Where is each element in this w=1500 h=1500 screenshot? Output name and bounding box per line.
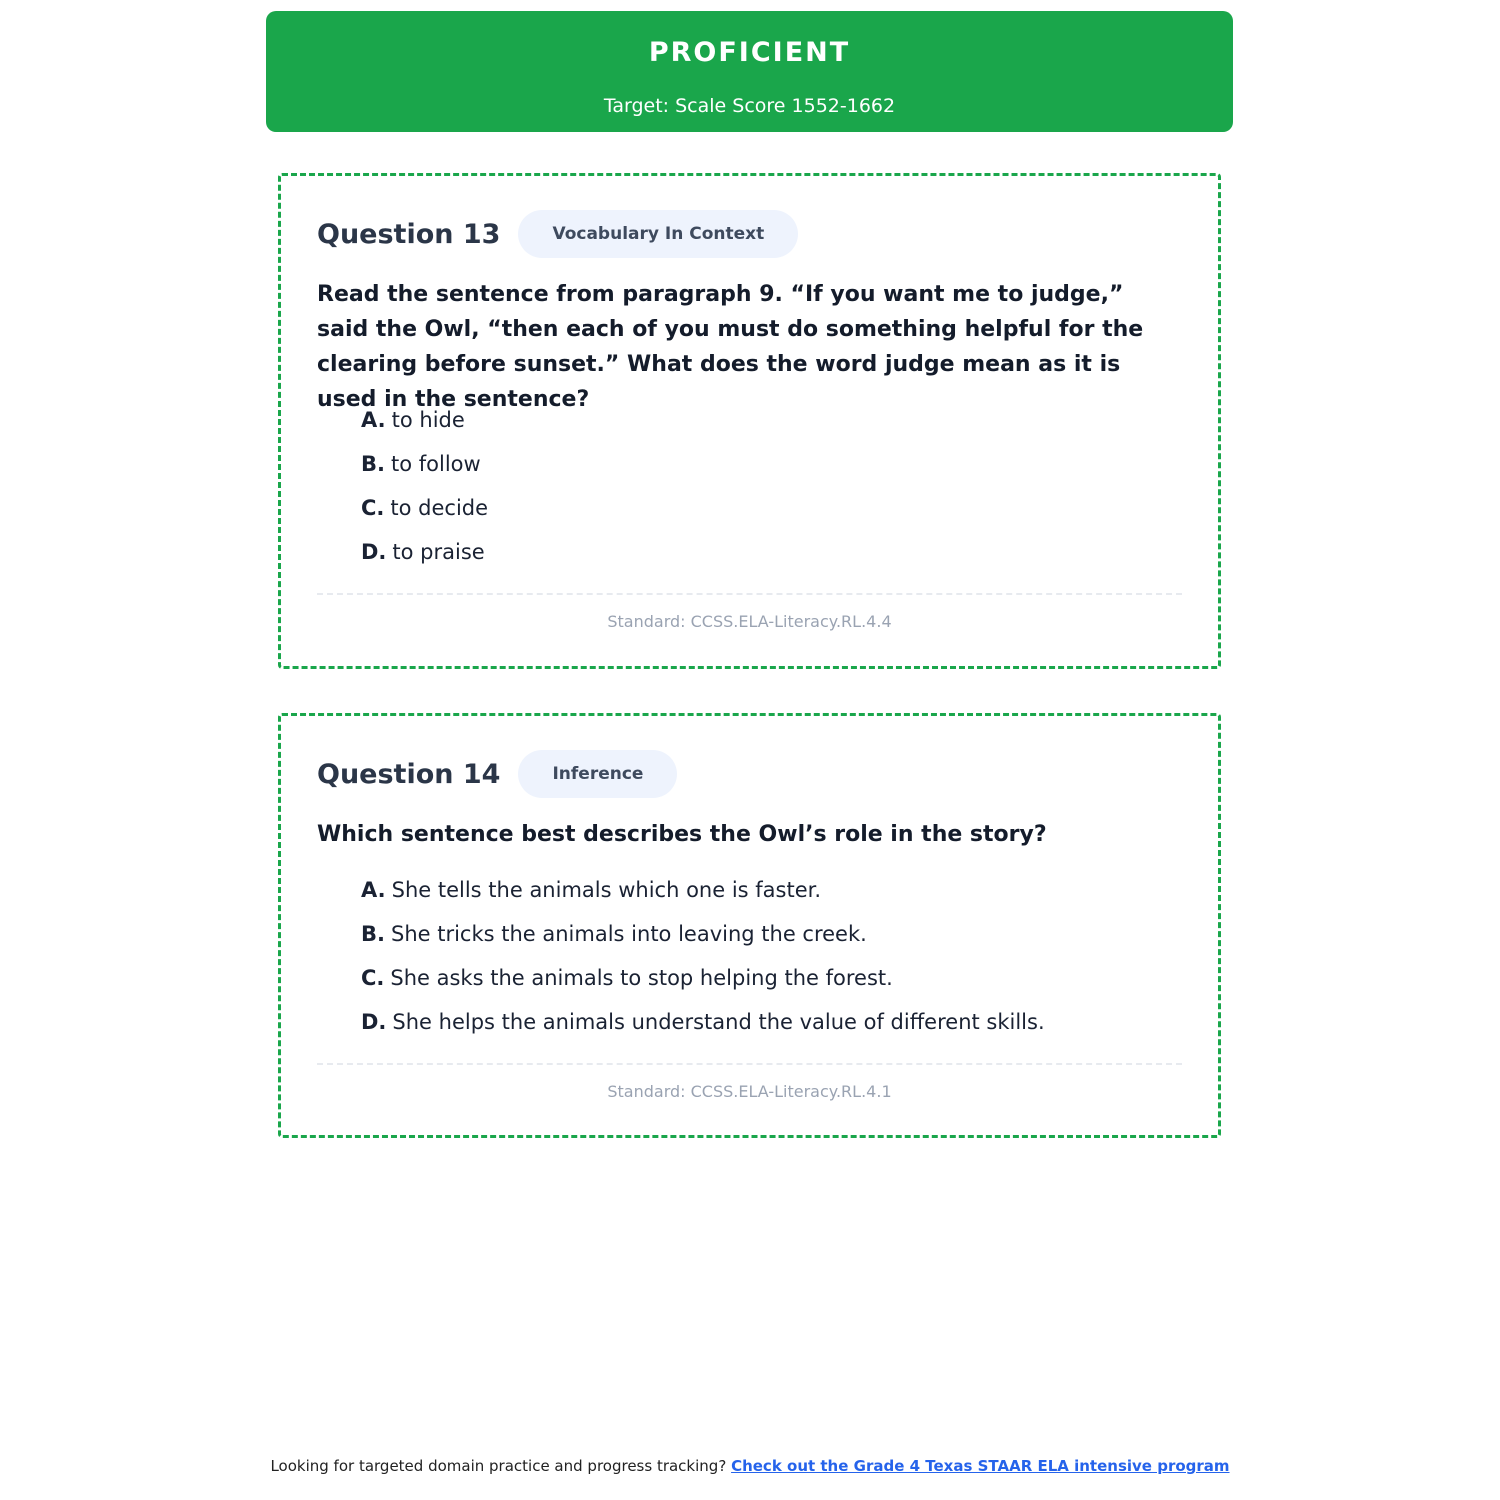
skill-tag: Vocabulary In Context xyxy=(518,210,798,258)
standard-label: Standard: CCSS.ELA-Literacy.RL.4.1 xyxy=(607,1082,892,1101)
choice-text: to decide xyxy=(390,496,489,520)
standard-label: Standard: CCSS.ELA-Literacy.RL.4.4 xyxy=(607,612,892,631)
choice-text: to follow xyxy=(390,452,481,476)
question-card xyxy=(278,173,1221,669)
skill-tag: Inference xyxy=(518,750,677,798)
answer-choices xyxy=(361,402,1182,578)
footer xyxy=(0,1457,1500,1475)
choice-letter: C. xyxy=(361,966,385,990)
choice-letter: A. xyxy=(361,408,386,432)
choice-text: to praise xyxy=(392,540,485,564)
choice-letter: D. xyxy=(361,1010,387,1034)
answer-choice[interactable] xyxy=(361,446,1182,490)
answer-choice[interactable] xyxy=(361,916,1182,960)
choice-letter: A. xyxy=(361,878,386,902)
target-score: Target: Scale Score 1552-1662 xyxy=(603,95,896,117)
question-prompt: Read the sentence from paragraph 9. “If you want me to judge,” said the Owl, “then each of you must do something helpful for the clearing before sunset.” What does the word judge mean as it is used in the sentence? xyxy=(317,282,1144,412)
question-prompt: Which sentence best describes the Owl’s role in the story? xyxy=(317,822,1047,847)
footer-text: Looking for targeted domain practice and progress tracking? xyxy=(270,1457,727,1475)
choice-letter: B. xyxy=(361,922,385,946)
level-title: PROFICIENT xyxy=(648,37,851,68)
choice-letter: B. xyxy=(361,452,385,476)
divider xyxy=(317,593,1182,595)
answer-choices xyxy=(361,872,1182,1048)
divider xyxy=(317,1063,1182,1065)
answer-choice[interactable] xyxy=(361,402,1182,446)
answer-choice[interactable] xyxy=(361,1004,1182,1048)
choice-text: She tells the animals which one is faster. xyxy=(391,878,822,902)
choice-text: to hide xyxy=(391,408,465,432)
choice-text: She helps the animals understand the value of different skills. xyxy=(392,1010,1045,1034)
answer-choice[interactable] xyxy=(361,960,1182,1004)
choice-text: She asks the animals to stop helping the forest. xyxy=(390,966,893,990)
answer-choice[interactable] xyxy=(361,872,1182,916)
choice-letter: C. xyxy=(361,496,385,520)
question-card xyxy=(278,713,1221,1138)
answer-choice[interactable] xyxy=(361,490,1182,534)
answer-choice[interactable] xyxy=(361,534,1182,578)
program-link[interactable]: Check out the Grade 4 Texas STAAR ELA intensive program xyxy=(731,1457,1230,1475)
level-banner xyxy=(266,11,1233,132)
question-number: Question 14 xyxy=(317,758,501,790)
choice-text: She tricks the animals into leaving the creek. xyxy=(390,922,867,946)
question-header xyxy=(317,209,798,259)
question-header xyxy=(317,749,677,799)
choice-letter: D. xyxy=(361,540,387,564)
question-number: Question 13 xyxy=(317,218,501,250)
